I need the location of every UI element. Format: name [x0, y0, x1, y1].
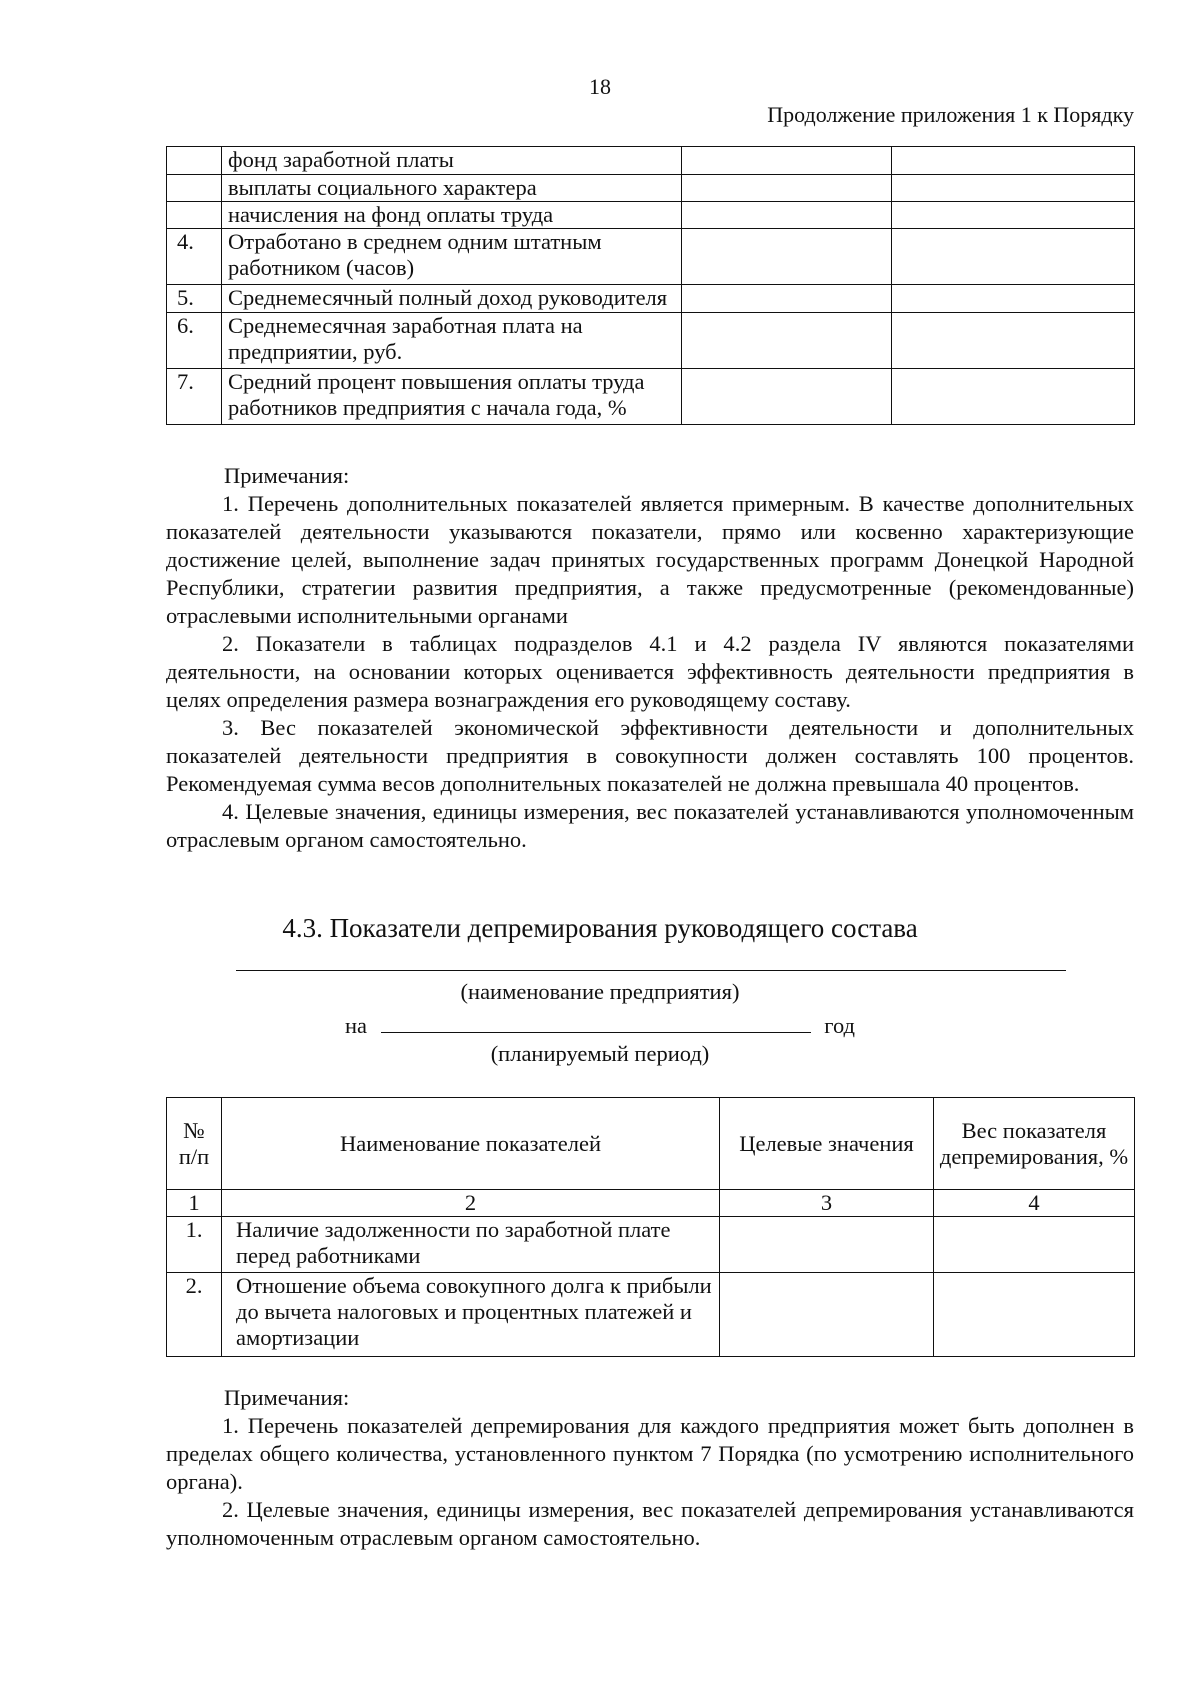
- note-item: 1. Перечень показателей депремирования для каждого предприятия может быть дополнен в пределах общего количества, установленного пунктом 7 Порядка (по усмотрению исполнительного органа).: [166, 1413, 1134, 1494]
- notes-block-2: [166, 1384, 1134, 1552]
- table-row: [167, 1273, 1135, 1357]
- header-name: Наименование показателей: [222, 1098, 720, 1190]
- table-row: [167, 229, 1135, 285]
- target-value-cell: [682, 147, 892, 175]
- header-num: № п/п: [167, 1098, 222, 1190]
- weight-cell: [892, 285, 1135, 313]
- target-value-cell: [682, 175, 892, 202]
- weight-cell: [892, 229, 1135, 285]
- row-number: 7.: [167, 369, 222, 425]
- enterprise-name-caption: (наименование предприятия): [460, 979, 740, 1004]
- table-row: [167, 313, 1135, 369]
- col-number: 1: [167, 1190, 222, 1217]
- indicator-name: Отношение объема совокупного долга к прибыли до вычета налоговых и процентных платежей и амортизации: [222, 1273, 720, 1357]
- notes-title: Примечания:: [224, 463, 350, 488]
- page-number: 18: [589, 74, 611, 99]
- indicator-name: Отработано в среднем одним штатным работником (часов): [222, 229, 682, 285]
- col-number: 2: [222, 1190, 720, 1217]
- period-caption: (планируемый период): [490, 1041, 710, 1066]
- note-item: 3. Вес показателей экономической эффективности деятельности и дополнительных показателей деятельности предприятия в совокупности должен составлять 100 процентов. Рекомендуемая сумма весов дополнительных показателей не должна превышала 40 процентов.: [166, 715, 1134, 796]
- enterprise-name-blank-line: [236, 970, 1066, 971]
- note-item: 1. Перечень дополнительных показателей является примерным. В качестве дополнительных показателей деятельности указываются показатели, прямо или косвенно характеризующие достижение целей, выполнение задач принятых государственных программ Донецкой Народной Республики, стратегии развития предприятия, а также предусмотренные (рекомендованные) отраслевыми исполнительными органами: [166, 491, 1134, 628]
- target-value-cell: [720, 1217, 934, 1273]
- notes-title: Примечания:: [224, 1385, 350, 1410]
- indicator-name: фонд заработной платы: [222, 147, 682, 175]
- target-value-cell: [720, 1273, 934, 1357]
- target-value-cell: [682, 369, 892, 425]
- indicator-name: начисления на фонд оплаты труда: [222, 202, 682, 229]
- target-value-cell: [682, 313, 892, 369]
- weight-cell: [934, 1273, 1135, 1357]
- target-value-cell: [682, 285, 892, 313]
- section-heading: 4.3. Показатели депремирования руководящего состава: [282, 913, 918, 943]
- row-number: 1.: [167, 1217, 222, 1273]
- table-header-row: [167, 1098, 1135, 1190]
- note-item: 4. Целевые значения, единицы измерения, вес показателей устанавливаются уполномоченным отраслевым органом самостоятельно.: [166, 799, 1134, 852]
- row-number: [167, 175, 222, 202]
- col-number: 3: [720, 1190, 934, 1217]
- note-item: 2. Показатели в таблицах подразделов 4.1 и 4.2 раздела IV являются показателями деятельности, на основании которых оценивается эффективность деятельности предприятия в целях определения размера вознаграждения его руководящему составу.: [166, 631, 1134, 712]
- row-number: 5.: [167, 285, 222, 313]
- header-target: Целевые значения: [720, 1098, 934, 1190]
- indicator-name: Среднемесячная заработная плата на предприятии, руб.: [222, 313, 682, 369]
- weight-cell: [934, 1217, 1135, 1273]
- depremiation-indicators-table: [166, 1097, 1135, 1357]
- row-number: 6.: [167, 313, 222, 369]
- indicator-name: Наличие задолженности по заработной плате перед работниками: [222, 1217, 720, 1273]
- appendix-continuation-label: Продолжение приложения 1 к Порядку: [767, 102, 1134, 127]
- column-numbers-row: [167, 1190, 1135, 1217]
- row-number: 2.: [167, 1273, 222, 1357]
- indicator-name: Среднемесячный полный доход руководителя: [222, 285, 682, 313]
- period-suffix: год: [824, 1013, 855, 1038]
- row-number: 4.: [167, 229, 222, 285]
- target-value-cell: [682, 229, 892, 285]
- weight-cell: [892, 202, 1135, 229]
- indicator-name: выплаты социального характера: [222, 175, 682, 202]
- target-value-cell: [682, 202, 892, 229]
- period-blank-line: [381, 1010, 811, 1033]
- weight-cell: [892, 147, 1135, 175]
- header-weight: Вес показателя депремирования, %: [934, 1098, 1135, 1190]
- row-number: [167, 147, 222, 175]
- period-prefix: на: [345, 1013, 368, 1038]
- table-row: [167, 1217, 1135, 1273]
- table-row: [167, 369, 1135, 425]
- notes-block-1: [166, 462, 1134, 854]
- additional-indicators-table: [166, 146, 1135, 425]
- period-row: [0, 1010, 1200, 1039]
- table-row: [167, 202, 1135, 229]
- weight-cell: [892, 369, 1135, 425]
- weight-cell: [892, 313, 1135, 369]
- indicator-name: Средний процент повышения оплаты труда работников предприятия с начала года, %: [222, 369, 682, 425]
- table-row: [167, 285, 1135, 313]
- row-number: [167, 202, 222, 229]
- weight-cell: [892, 175, 1135, 202]
- note-item: 2. Целевые значения, единицы измерения, вес показателей депремирования устанавливаются уполномоченным отраслевым органом самостоятельно.: [166, 1497, 1134, 1550]
- col-number: 4: [934, 1190, 1135, 1217]
- table-row: [167, 175, 1135, 202]
- table-row: [167, 147, 1135, 175]
